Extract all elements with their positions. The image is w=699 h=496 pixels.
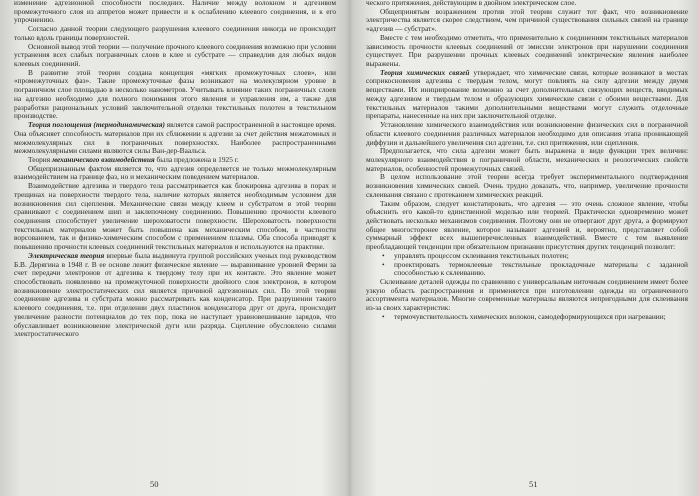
right-page-text bbox=[366, 0, 688, 322]
paragraph-text: Общепризнанным фактом является то, что адгезия определяется не только межмолекулярным взаимодействием на границе фаз, но и механическим поведением материалов. bbox=[14, 163, 336, 182]
right-page-number: 51 bbox=[529, 479, 538, 489]
paragraph-text: ческого притяжения, действующим в двойном электрическом слое. bbox=[366, 0, 577, 7]
paragraph-text: Согласно данной теории следующего разрушения клеевого соединения никогда не происходит только вдоль границы поверхностей. bbox=[14, 24, 336, 42]
paragraph-lead: Теория bbox=[28, 154, 52, 164]
paragraph-text: В целом использование этой теории всегда требует экспериментального подтверждения возникновения химических связей. Очень трудно доказать, что, например, увеличение прочности склеивания связано с протеканием химических реакций. bbox=[366, 172, 688, 199]
paragraph bbox=[366, 34, 688, 69]
paragraph bbox=[14, 252, 336, 339]
paragraph-text: Общепринятым возражением против этой теории служит тот факт, что возникновение электричества является скорее следствием, чем причиной существования сильных связей на границе «адгезив — субстрат». bbox=[366, 6, 688, 34]
paragraph bbox=[14, 25, 336, 42]
theory-term: Теория поглощения (термодинамическая) bbox=[28, 120, 165, 130]
paragraph-text: В развитие этой теории создана концепция «мягких промежуточных слоев», или «промежуточных фаз». Такие промежуточные фазы возникают на молекулярном уровне в пограничном слое площадью в несколько нанометров. Учитывать влияние таких пограничных слоев на адгезию необходимо для полного понимания этого явления и управления им, а также для разработки рациональных условий заключительной отделки текстильных полотен в текстильном производстве. bbox=[14, 67, 336, 121]
paragraph-text: Вместе с тем необходимо отметить, что применительно к соединениям текстильных материалов зависимость прочности клеевых соединений от эмиссии электронов при нарушении соединения существует. При разрушении прочных клеевых соединений электрические явления наиболее выражены. bbox=[366, 32, 688, 69]
paragraph-text: является самой распространенной в настоящее время. Она объясняет способность материалов при их сближении к адгезии за счет действия межатомных и межмолекулярных сил в пограничных поверхностях. Наиболее распространенными межмолекулярными силами являются силы Ван-дер-Ваальса. bbox=[14, 120, 336, 156]
bullet-item: • проектировать термоклеевые текстильные прокладочные материалы с заданной способностью к склеиванию. bbox=[366, 261, 688, 278]
paragraph bbox=[366, 278, 688, 313]
paragraph bbox=[366, 147, 688, 173]
right-page bbox=[366, 0, 688, 496]
paragraph bbox=[14, 182, 336, 252]
paragraph-text: Склеивание деталей одежды по сравнению с универсальным ниточным соединением имеет более узкую область распространения и применяется при изготовлении одежды из ограниченного ассортимента материалов. Многие современные материалы являются непригодными для склеивания из-за своих характеристик: bbox=[366, 277, 688, 313]
theory-term: Теория химических связей bbox=[380, 67, 470, 77]
paragraph bbox=[366, 69, 688, 121]
left-page bbox=[14, 0, 336, 496]
paragraph bbox=[14, 0, 336, 25]
paragraph-text: Предполагается, что сила адгезии может быть выражена в виде функции трех величин: молекулярного взаимодействия в пограничной области, механических и реологических свойств материалов, особенностей промежуточных связей. bbox=[366, 146, 688, 173]
left-page-text bbox=[14, 0, 336, 339]
paragraph bbox=[14, 69, 336, 121]
bullet-list bbox=[366, 313, 688, 322]
bullet-list bbox=[366, 252, 688, 278]
paragraph-text: Взаимодействие адгезива и твердого тела рассматривается как блокировка адгезива в порах и трещинах на поверхности твердого тела, наличие которых является необходимым условием для возникновения сил сцепления. Механические связи между клеем и субстратом в этой теории сравнивают с соединением шип и заклепочному соединению. Повышению прочности клеевого соединения способствует увеличение шероховатости поверхности. Шероховатость поверхности текстильных материалов может быть повышена как механическим способом, в частности ворсованием, так и физико-химическим способом с применением плазмы. Оба способа приводят к повышению прочности клеевых соединений текстильных материалов и используются на практике. bbox=[14, 181, 336, 252]
paragraph bbox=[14, 165, 336, 182]
paragraph-text: Основной вывод этой теории — получение прочного клеевого соединения возможно при условии устранения всех слабых пограничных слоев в клее и субстрате — справедлив для любых видов клеевых соединений. bbox=[14, 41, 336, 69]
paragraph-text: Установление химического взаимодействия или возникновение физических сил в пограничной области клеевого соединения различных материалов необходимо для описания этапа проникающей диффузии и дальнейшего увеличения сил адгезии, т.е. сил притяжения, или сцепления. bbox=[366, 120, 688, 147]
paragraph bbox=[366, 200, 688, 252]
left-page-number: 50 bbox=[150, 479, 159, 489]
paragraph bbox=[14, 121, 336, 156]
paragraph-text: была предложена в 1925 г. bbox=[154, 154, 239, 164]
paragraph-text: изменение адгезионной способности последних. Наличие между волокном и адгезивом промежуточного слоя из аппретов может привести и к ослаблению клеевого соединения, и к его упрочнению. bbox=[14, 0, 336, 25]
bullet-item: • термочувствительность химических волокон, самодеформирующихся при нагревании; bbox=[366, 313, 688, 322]
paragraph-text: утверждает, что химические связи, которые возникают в местах соприкосновения адгезива с твердым телом, могут повлиять на силу адгезии между двумя веществами. Их инициирование возможно за счет дополнительных связующих веществ, вводимых между адгезивом и твердым телом и образующих химические связи с обоими веществами. Для текстильных материалов такими дополнительными веществами могут служить отделочные препараты, нанесенные на них при заключительной отделке. bbox=[366, 67, 688, 121]
theory-term: Электрическая теория bbox=[28, 250, 105, 260]
bullet-item: • управлять процессом склеивания текстильных полотен; bbox=[366, 252, 688, 261]
paragraph-text: Таким образом, следует констатировать, что адгезия — это очень сложное явление, чтобы объяснить его какой-то единственной моделью или теорией. Практически одновременно может действовать несколько механизмов соединения. Поэтому они не отвергают друг друга, а формируют общее многосторонее явление, которое называют адгезией и, вероятно, представляет собой суммарный эффект всех вышеперечисленных взаимодействий. Вместе с тем выявление преобладающей тенденции при обязательном признании присутствия других тенденций позволит: bbox=[366, 198, 688, 252]
paragraph bbox=[366, 121, 688, 147]
paragraph bbox=[366, 173, 688, 199]
paragraph bbox=[14, 43, 336, 69]
theory-term: механического взаимодействия bbox=[51, 154, 155, 164]
paragraph-text: впервые была выдвинута группой российских ученых под руководством Б.В. Дерягина в 1948 г. В ее основе лежит физическое явление — выравнивание уровней Ферми за счет передачи электронов от адгезива к твердому телу при их контакте. Это явление может способствовать появлению на промежуточной поверхности двойного слоя электронов, в котором возникновение электростатических сил является причиной адгезионных сил. По этой теории соединение адгезива и субстрата можно рассматривать как конденсатор. При разрушении такого клеевого соединения, т.е. при отделении двух пластинок конденсатора друг от друга, происходит увеличение разности потенциалов до тех пор, пока не наступает уравновешивание зарядов, что обуславливает возникновение электрической дуги или разряда. Сцепление обусловлено силами электростатического bbox=[14, 250, 336, 339]
paragraph bbox=[366, 8, 688, 34]
